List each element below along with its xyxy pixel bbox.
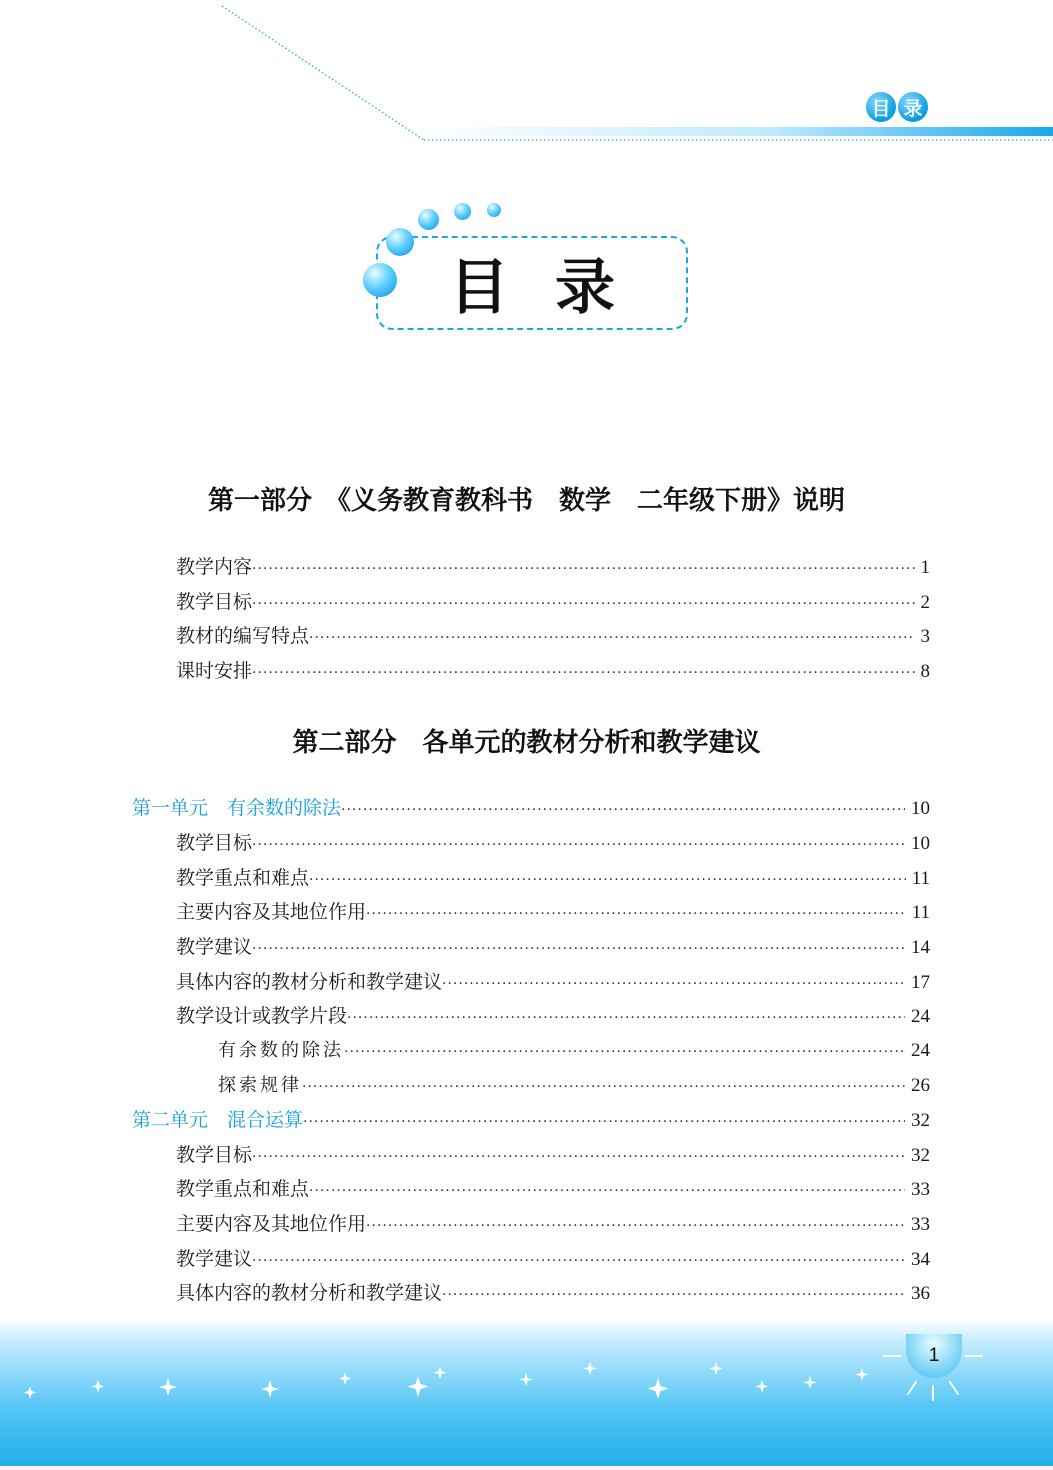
toc-entry-label: 教学重点和难点 bbox=[176, 1178, 310, 1200]
toc-entry-page: 17 bbox=[911, 972, 930, 993]
toc-entry-label: 课时安排 bbox=[176, 660, 253, 682]
toc-entry-page: 34 bbox=[911, 1249, 930, 1270]
toc-entry-page: 14 bbox=[911, 937, 930, 958]
leader-dots bbox=[366, 1218, 905, 1234]
toc-entry-page: 32 bbox=[911, 1145, 930, 1166]
toc-entry-label: 主要内容及其地位作用 bbox=[176, 901, 367, 923]
toc-entry-page: 33 bbox=[911, 1179, 930, 1200]
toc-entry[interactable] bbox=[176, 1001, 930, 1027]
part2-heading: 第二部分 各单元的教材分析和教学建议 bbox=[292, 728, 761, 758]
header-tag-char-2: 录 bbox=[898, 92, 928, 122]
toc-entry[interactable] bbox=[176, 1209, 930, 1235]
part1-heading: 第一部分 《义务教育教科书 数学 二年级下册》说明 bbox=[207, 486, 845, 516]
header-section-tag bbox=[866, 92, 928, 122]
bubble-decoration bbox=[386, 228, 414, 256]
leader-dots bbox=[303, 1114, 905, 1130]
leader-dots bbox=[309, 630, 914, 646]
toc-entry[interactable] bbox=[176, 587, 930, 613]
header-tag-char-1: 目 bbox=[866, 92, 896, 122]
leader-dots bbox=[347, 1010, 905, 1026]
toc-entry-label: 具体内容的教材分析和教学建议 bbox=[176, 971, 443, 993]
leader-dots bbox=[252, 941, 905, 957]
toc-entry-label: 有余数的除法 bbox=[218, 1040, 344, 1061]
leader-dots bbox=[252, 1253, 905, 1269]
toc-entry-page: 2 bbox=[920, 592, 930, 613]
leader-dots bbox=[442, 1287, 905, 1303]
leader-dots bbox=[341, 802, 905, 818]
page-title: 目录 bbox=[449, 253, 661, 323]
toc-entry-page: 24 bbox=[911, 1006, 930, 1027]
page-number: 1 bbox=[906, 1334, 962, 1378]
toc-entry[interactable] bbox=[176, 932, 930, 958]
toc-unit-2[interactable] bbox=[132, 1105, 930, 1131]
toc-entry[interactable] bbox=[176, 967, 930, 993]
toc-entry-label: 教材的编写特点 bbox=[176, 625, 310, 647]
toc-unit-page: 32 bbox=[911, 1110, 930, 1131]
toc-entry-label: 教学建议 bbox=[176, 1248, 253, 1270]
toc-entry-page: 3 bbox=[920, 626, 930, 647]
toc-entry-label: 具体内容的教材分析和教学建议 bbox=[176, 1282, 443, 1304]
toc-entry[interactable] bbox=[176, 552, 930, 578]
toc-entry-label: 教学设计或教学片段 bbox=[176, 1005, 348, 1027]
leader-dots bbox=[366, 906, 906, 922]
toc-entry-label: 教学目标 bbox=[176, 832, 253, 854]
toc-entry[interactable] bbox=[176, 1244, 930, 1270]
bubble-decoration bbox=[487, 203, 501, 217]
toc-entry-page: 24 bbox=[911, 1040, 930, 1061]
toc-entry-page: 11 bbox=[911, 868, 930, 889]
header-decoration bbox=[0, 0, 1053, 150]
footer-band bbox=[0, 1318, 1053, 1466]
leader-dots bbox=[252, 665, 914, 681]
toc-entry-label: 教学目标 bbox=[176, 1144, 253, 1166]
toc-entry-page: 11 bbox=[911, 902, 930, 923]
toc-entry[interactable] bbox=[176, 1278, 930, 1304]
leader-dots bbox=[252, 561, 914, 577]
toc-entry-page: 8 bbox=[920, 661, 930, 682]
toc-entry[interactable] bbox=[176, 897, 930, 923]
toc-entry-label: 教学建议 bbox=[176, 936, 253, 958]
leader-dots bbox=[252, 837, 905, 853]
toc-subentry[interactable] bbox=[218, 1071, 930, 1097]
leader-dots bbox=[344, 1044, 905, 1060]
toc-entry[interactable] bbox=[176, 1174, 930, 1200]
toc-entry[interactable] bbox=[176, 656, 930, 682]
leader-dots bbox=[442, 976, 905, 992]
leader-dots bbox=[302, 1079, 905, 1095]
toc-entry-page: 1 bbox=[920, 557, 930, 578]
toc-entry-label: 教学重点和难点 bbox=[176, 867, 310, 889]
bubble-decoration bbox=[454, 203, 471, 220]
toc-entry[interactable] bbox=[176, 863, 930, 889]
toc-entry-label: 教学内容 bbox=[176, 556, 253, 578]
leader-dots bbox=[309, 872, 906, 888]
toc-entry-page: 36 bbox=[911, 1283, 930, 1304]
leader-dots bbox=[309, 1183, 905, 1199]
toc-entry[interactable] bbox=[176, 621, 930, 647]
toc-unit-label: 第一单元 有余数的除法 bbox=[132, 797, 342, 819]
bubble-decoration bbox=[418, 209, 439, 230]
toc-entry-page: 33 bbox=[911, 1214, 930, 1235]
leader-dots bbox=[252, 1149, 905, 1165]
toc-entry-label: 探索规律 bbox=[218, 1075, 302, 1096]
title-box bbox=[376, 236, 688, 330]
toc-entry-page: 26 bbox=[911, 1075, 930, 1096]
toc-entry[interactable] bbox=[176, 828, 930, 854]
toc-unit-1[interactable] bbox=[132, 793, 930, 819]
toc-entry-label: 教学目标 bbox=[176, 591, 253, 613]
bubble-decoration bbox=[363, 263, 397, 297]
toc-unit-label: 第二单元 混合运算 bbox=[132, 1109, 304, 1131]
toc-entry[interactable] bbox=[176, 1140, 930, 1166]
toc-unit-page: 10 bbox=[911, 798, 930, 819]
toc-subentry[interactable] bbox=[218, 1036, 930, 1062]
sparkle-decoration bbox=[0, 1318, 1053, 1466]
toc-entry-page: 10 bbox=[911, 833, 930, 854]
toc-entry-label: 主要内容及其地位作用 bbox=[176, 1213, 367, 1235]
leader-dots bbox=[252, 596, 914, 612]
